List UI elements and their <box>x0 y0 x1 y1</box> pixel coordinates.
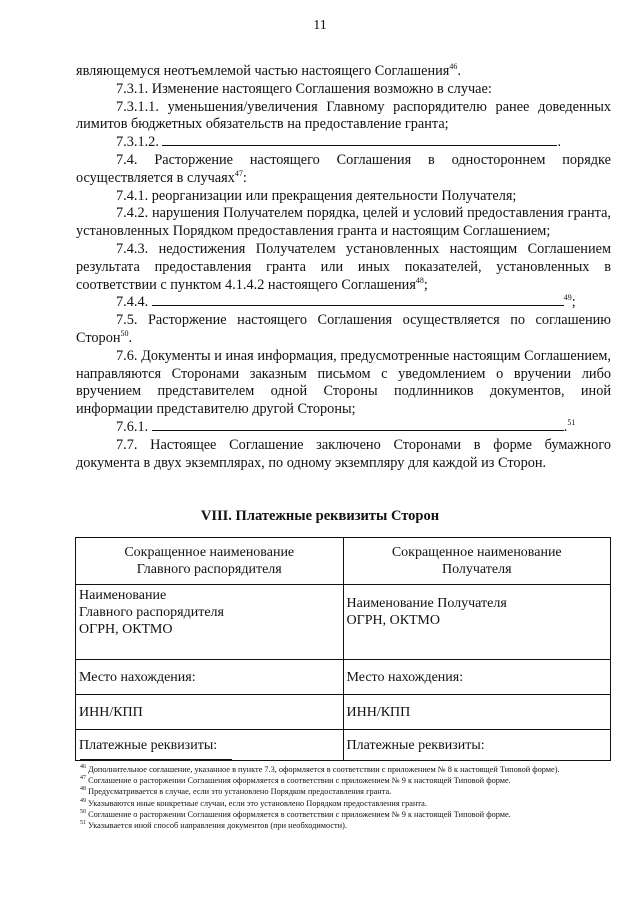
footnote-ref: 48 <box>415 275 424 285</box>
clause-7-3-1: 7.3.1. Изменение настоящего Соглашения возможно в случае: <box>116 80 492 97</box>
clause-7-4 <box>76 152 611 188</box>
cell-text: Главного распорядителя <box>79 605 224 620</box>
clause-7-6-1 <box>76 419 611 437</box>
table-cell <box>343 585 611 660</box>
table-cell: ИНН/КПП <box>76 695 344 730</box>
blank-line <box>162 134 557 146</box>
cell-text: ОГРН, ОКТМО <box>346 613 440 628</box>
cell-text: ОГРН, ОКТМО <box>79 622 173 637</box>
footnote-text: Соглашение о расторжении Соглашения оформляется в соответствии с приложением № 9 к настоящей Типовой форме. <box>88 776 511 786</box>
punctuation: ; <box>423 276 428 293</box>
clause-7-4-4 <box>76 294 611 312</box>
payment-details-table <box>75 537 611 761</box>
section-title: VIII. Платежные реквизиты Сторон <box>200 508 440 524</box>
footnote <box>80 809 615 820</box>
footnote-text: Указывается иной способ направления документов (при необходимости). <box>88 821 347 831</box>
paragraph-text: являющемуся неотъемлемой частью настоящего Соглашения <box>76 63 450 79</box>
footnote-ref: 47 <box>234 169 243 179</box>
clause-7-4-2: 7.4.2. нарушения Получателем порядка, целей и условий предоставления гранта, установленных Порядком предоставления гранта и настоящим Соглашением; <box>76 205 611 240</box>
footnote <box>80 764 615 775</box>
header-text: Главного распорядителя <box>136 562 282 577</box>
punctuation: . <box>563 418 568 435</box>
clause-number: 7.3.1.2. <box>116 134 159 151</box>
footnote-text: Предусматривается в случае, если это установлено Порядком предоставления гранта. <box>88 787 392 797</box>
footnote <box>80 798 615 809</box>
footnote-number: 46 <box>80 764 86 771</box>
header-text: Сокращенное наименование <box>124 545 295 560</box>
table-row <box>76 585 611 660</box>
agreement-body <box>76 63 611 472</box>
paragraph-text: 7.4.3. недостижения Получателем установленных настоящим Соглашением результата предоставления гранта или иных показателей, установленных в соответствии с пунктом 4.1.4.2 настоящего Соглашения <box>76 240 611 293</box>
header-text: Получателя <box>441 562 512 577</box>
cell-text: Наименование <box>79 588 167 603</box>
table-cell: ИНН/КПП <box>343 695 611 730</box>
footnote-ref: 51 <box>567 418 576 428</box>
footnote-number: 50 <box>80 809 86 816</box>
punctuation: . <box>557 134 562 151</box>
footnote <box>80 786 615 797</box>
clause-7-4-1: 7.4.1. реорганизации или прекращения деятельности Получателя; <box>116 187 517 204</box>
footnote <box>80 775 615 786</box>
punctuation: ; <box>571 294 576 311</box>
header-text: Сокращенное наименование <box>391 545 562 560</box>
table-cell: Платежные реквизиты: <box>343 730 611 761</box>
paragraph-text: 7.4. Расторжение настоящего Соглашения в одностороннем порядке осуществляется в случаях <box>76 151 611 186</box>
paragraph-continuation <box>76 63 611 81</box>
clause-number: 7.6.1. <box>116 418 149 435</box>
table-cell: Платежные реквизиты: <box>76 730 344 761</box>
footnote-number: 48 <box>80 786 86 793</box>
table-row <box>76 660 611 695</box>
table-row <box>76 695 611 730</box>
blank-line <box>152 294 564 306</box>
clause-7-7: 7.7. Настоящее Соглашение заключено Сторонами в форме бумажного документа в двух экземплярах, по одному экземпляру для каждой из Сторон. <box>76 436 611 471</box>
footnote-number: 49 <box>80 797 86 804</box>
footnote <box>80 820 615 831</box>
clause-7-3-1-2 <box>76 134 611 152</box>
table-row <box>76 730 611 761</box>
footnote-number: 47 <box>80 775 86 782</box>
footnote-text: Указываются иные конкретные случаи, если это установлено Порядком предоставления гранта. <box>88 798 427 808</box>
punctuation: . <box>128 329 133 346</box>
footnote-text: Соглашение о расторжении Соглашения оформляется в соответствии с приложением № 9 к настоящей Типовой форме. <box>88 809 511 819</box>
footnote-separator <box>80 759 232 760</box>
table-header-cell <box>343 538 611 585</box>
table-header-cell <box>76 538 344 585</box>
footnote-ref: 46 <box>449 62 458 72</box>
paragraph-text: 7.5. Расторжение настоящего Соглашения осуществляется по соглашению Сторон <box>76 312 611 346</box>
table-cell <box>76 585 344 660</box>
table-cell: Место нахождения: <box>76 660 344 695</box>
punctuation: . <box>457 63 461 79</box>
table-cell: Место нахождения: <box>343 660 611 695</box>
footnotes <box>80 764 615 831</box>
footnote-ref: 50 <box>120 329 129 339</box>
page-number: 11 <box>313 18 327 33</box>
punctuation: : <box>242 169 247 186</box>
footnote-number: 51 <box>80 820 86 827</box>
footnote-text: Дополнительное соглашение, указанное в пункте 7.3, оформляется в соответствии с приложением № 8 к настоящей Типовой форме). <box>88 765 560 774</box>
clause-number: 7.4.4. <box>116 294 149 311</box>
footnote-ref: 49 <box>563 293 572 303</box>
table-row <box>76 538 611 585</box>
cell-text: Наименование Получателя <box>346 596 507 611</box>
clause-7-3-1-1: 7.3.1.1. уменьшения/увеличения Главному распорядителю ранее доведенных лимитов бюджетных обязательств на предоставление гранта; <box>76 98 611 133</box>
clause-7-4-3 <box>76 241 611 294</box>
clause-7-5 <box>76 312 611 348</box>
clause-7-6: 7.6. Документы и иная информация, предусмотренные настоящим Соглашением, направляются Сторонами заказным письмом с уведомлением о вручении либо вручением представителем одной Стороны подлинников документов, иной информации представителю другой Стороны; <box>76 347 611 418</box>
blank-line <box>152 419 564 431</box>
